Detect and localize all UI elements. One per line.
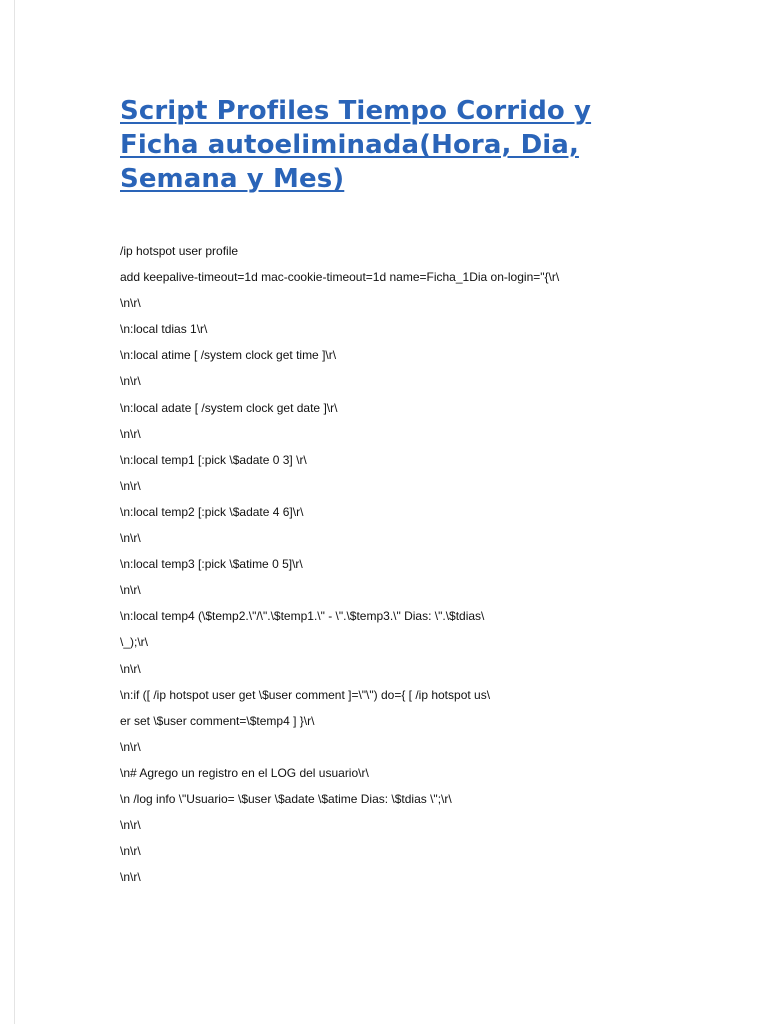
title-line: Script Profiles Tiempo Corrido y xyxy=(120,96,592,126)
page-edge xyxy=(14,0,15,1024)
script-line: \n\r\ xyxy=(120,583,141,598)
script-line: \n:local adate [ /system clock get date ]\r\ xyxy=(120,400,338,415)
script-line: \n:local atime [ /system clock get time ]\r\ xyxy=(120,348,337,363)
script-line: \n\r\ xyxy=(120,739,141,754)
script-line: \n\r\ xyxy=(120,426,141,441)
script-line: \n:local temp3 [:pick \$atime 0 5]\r\ xyxy=(120,557,303,572)
script-line: er set \$user comment=\$temp4 ] }\r\ xyxy=(120,713,315,728)
script-line: add keepalive-timeout=1d mac-cookie-timeout=1d name=Ficha_1Dia on-login="{\r\ xyxy=(120,270,560,285)
script-line: \_);\r\ xyxy=(120,635,149,650)
script-line: \n\r\ xyxy=(120,818,141,833)
title-line: Semana y Mes) xyxy=(120,164,345,194)
script-line: \n:local temp4 (\$temp2.\"/\".\$temp1.\" - \".\$temp3.\" Dias: \".\$tdias\ xyxy=(120,609,485,624)
script-line: \n\r\ xyxy=(120,478,141,493)
script-line: \n:local tdias 1\r\ xyxy=(120,322,208,337)
script-line: \n\r\ xyxy=(120,374,141,389)
script-line: \n\r\ xyxy=(120,296,141,311)
script-line: /ip hotspot user profile xyxy=(120,244,239,258)
script-line: \n:local temp1 [:pick \$adate 0 3] \r\ xyxy=(120,452,307,467)
script-line: \n\r\ xyxy=(120,844,141,859)
script-line: \n\r\ xyxy=(120,531,141,546)
script-body xyxy=(120,242,720,894)
script-line: \n:local temp2 [:pick \$adate 4 6]\r\ xyxy=(120,504,304,519)
script-line: \n\r\ xyxy=(120,870,141,885)
document-title-link[interactable] xyxy=(120,94,660,196)
title-line: Ficha autoeliminada(Hora, Dia, xyxy=(120,130,579,160)
script-line: \n\r\ xyxy=(120,661,141,676)
script-line: \n# Agrego un registro en el LOG del usuario\r\ xyxy=(120,765,369,780)
script-line: \n:if ([ /ip hotspot user get \$user comment ]=\"\") do={ [ /ip hotspot us\ xyxy=(120,687,491,702)
script-line: \n /log info \"Usuario= \$user \$adate \$atime Dias: \$tdias \";\r\ xyxy=(120,791,452,806)
